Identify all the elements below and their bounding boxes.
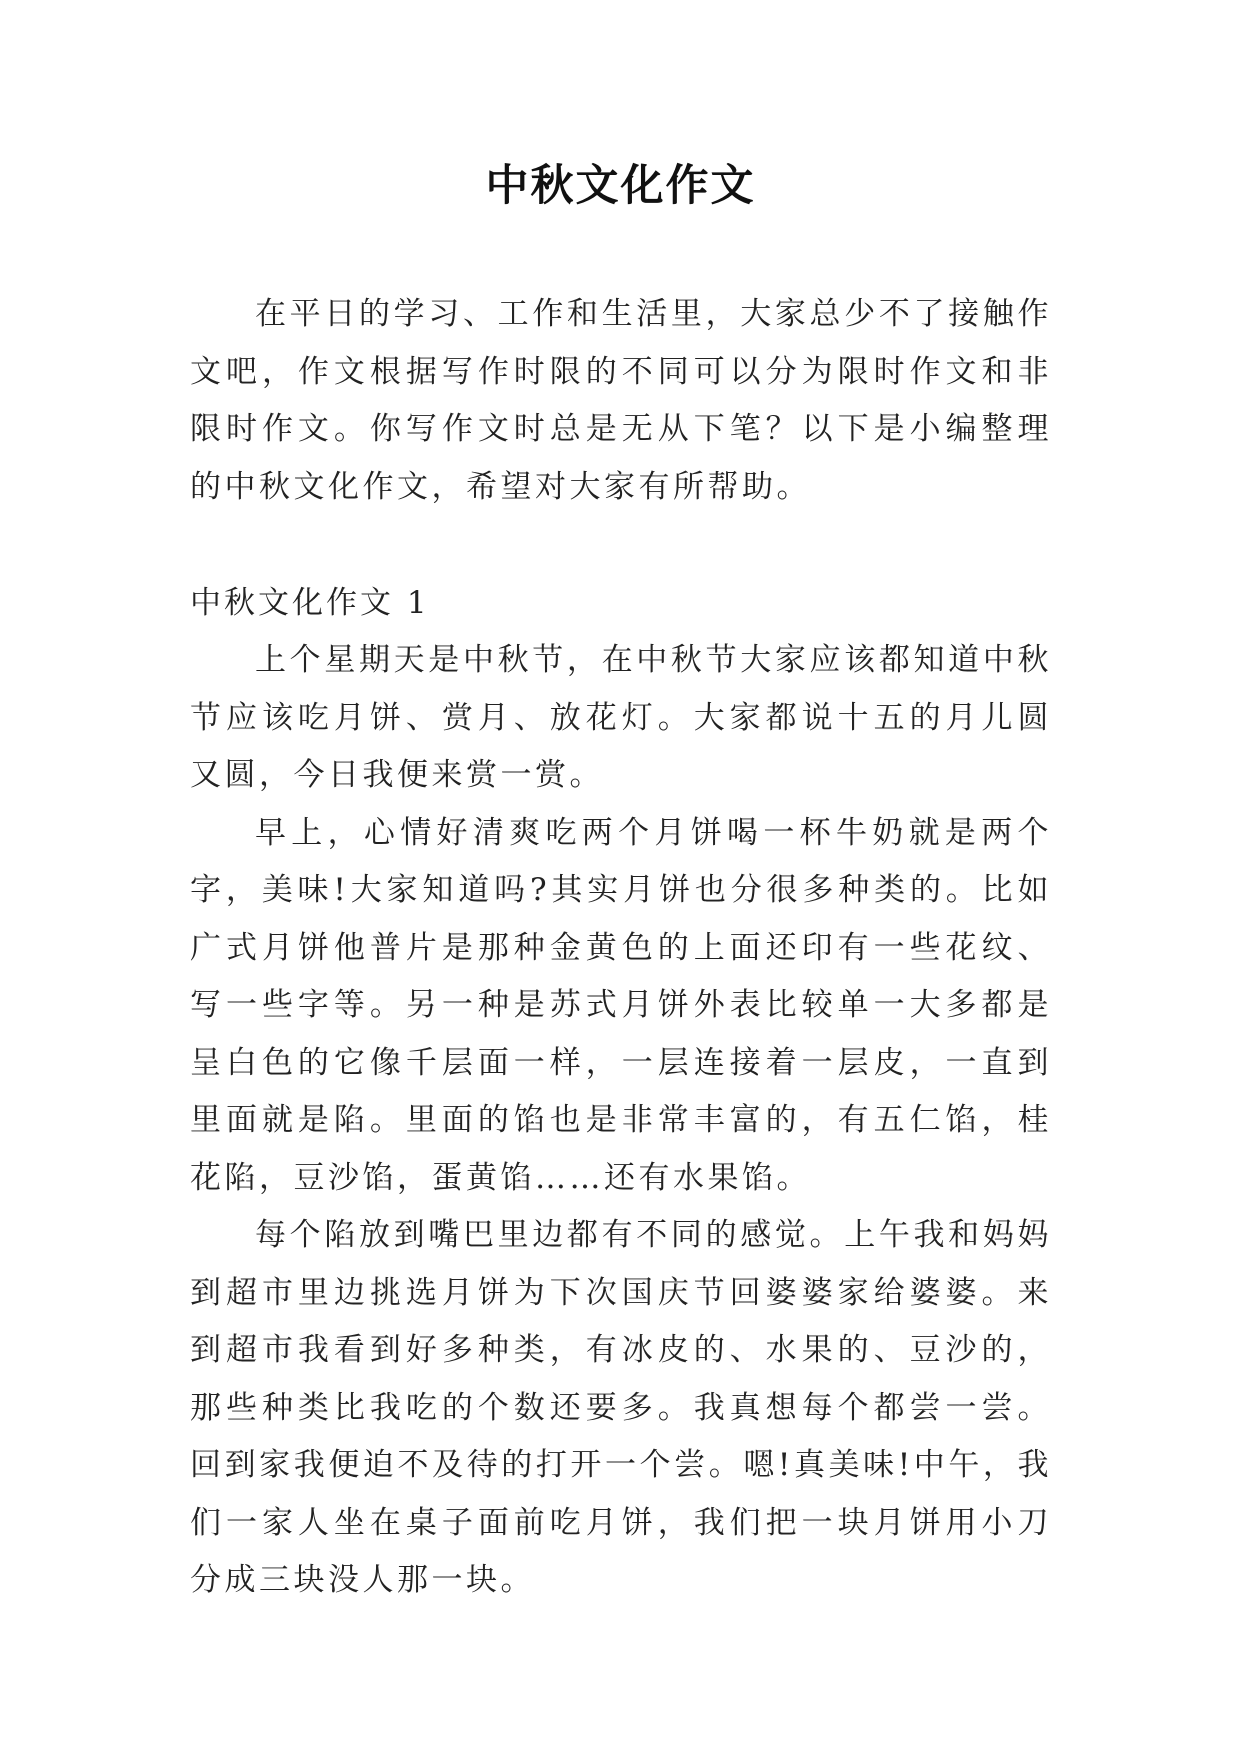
body-paragraph: 上个星期天是中秋节，在中秋节大家应该都知道中秋节应该吃月饼、赏月、放花灯。大家都说十五的月儿圆又圆，今日我便来赏一赏。 [190, 642, 1052, 793]
section-body [190, 632, 1052, 1610]
section-heading: 中秋文化作文 1 [190, 585, 430, 621]
body-paragraph: 早上，心情好清爽吃两个月饼喝一杯牛奶就是两个字，美味!大家知道吗?其实月饼也分很多种类的。比如广式月饼他普片是那种金黄色的上面还印有一些花纹、写一些字等。另一种是苏式月饼外表比较单一大多都是呈白色的它像千层面一样，一层连接着一层皮，一直到里面就是陷。里面的馅也是非常丰富的，有五仁馅，桂花陷，豆沙馅，蛋黄馅……还有水果馅。 [190, 814, 1052, 1196]
body-paragraph: 每个陷放到嘴巴里边都有不同的感觉。上午我和妈妈到超市里边挑选月饼为下次国庆节回婆婆家给婆婆。来到超市我看到好多种类，有冰皮的、水果的、豆沙的，那些种类比我吃的个数还要多。我真想每个都尝一尝。回到家我便迫不及待的打开一个尝。嗯!真美味!中午，我们一家人坐在桌子面前吃月饼，我们把一块月饼用小刀分成三块没人那一块。 [190, 1217, 1052, 1598]
document-title: 中秋文化作文 [485, 161, 756, 211]
intro-paragraph: 在平日的学习、工作和生活里，大家总少不了接触作文吧，作文根据写作时限的不同可以分为限时作文和非限时作文。你写作文时总是无从下笔？以下是小编整理的中秋文化作文，希望对大家有所帮助。 [190, 296, 1052, 505]
